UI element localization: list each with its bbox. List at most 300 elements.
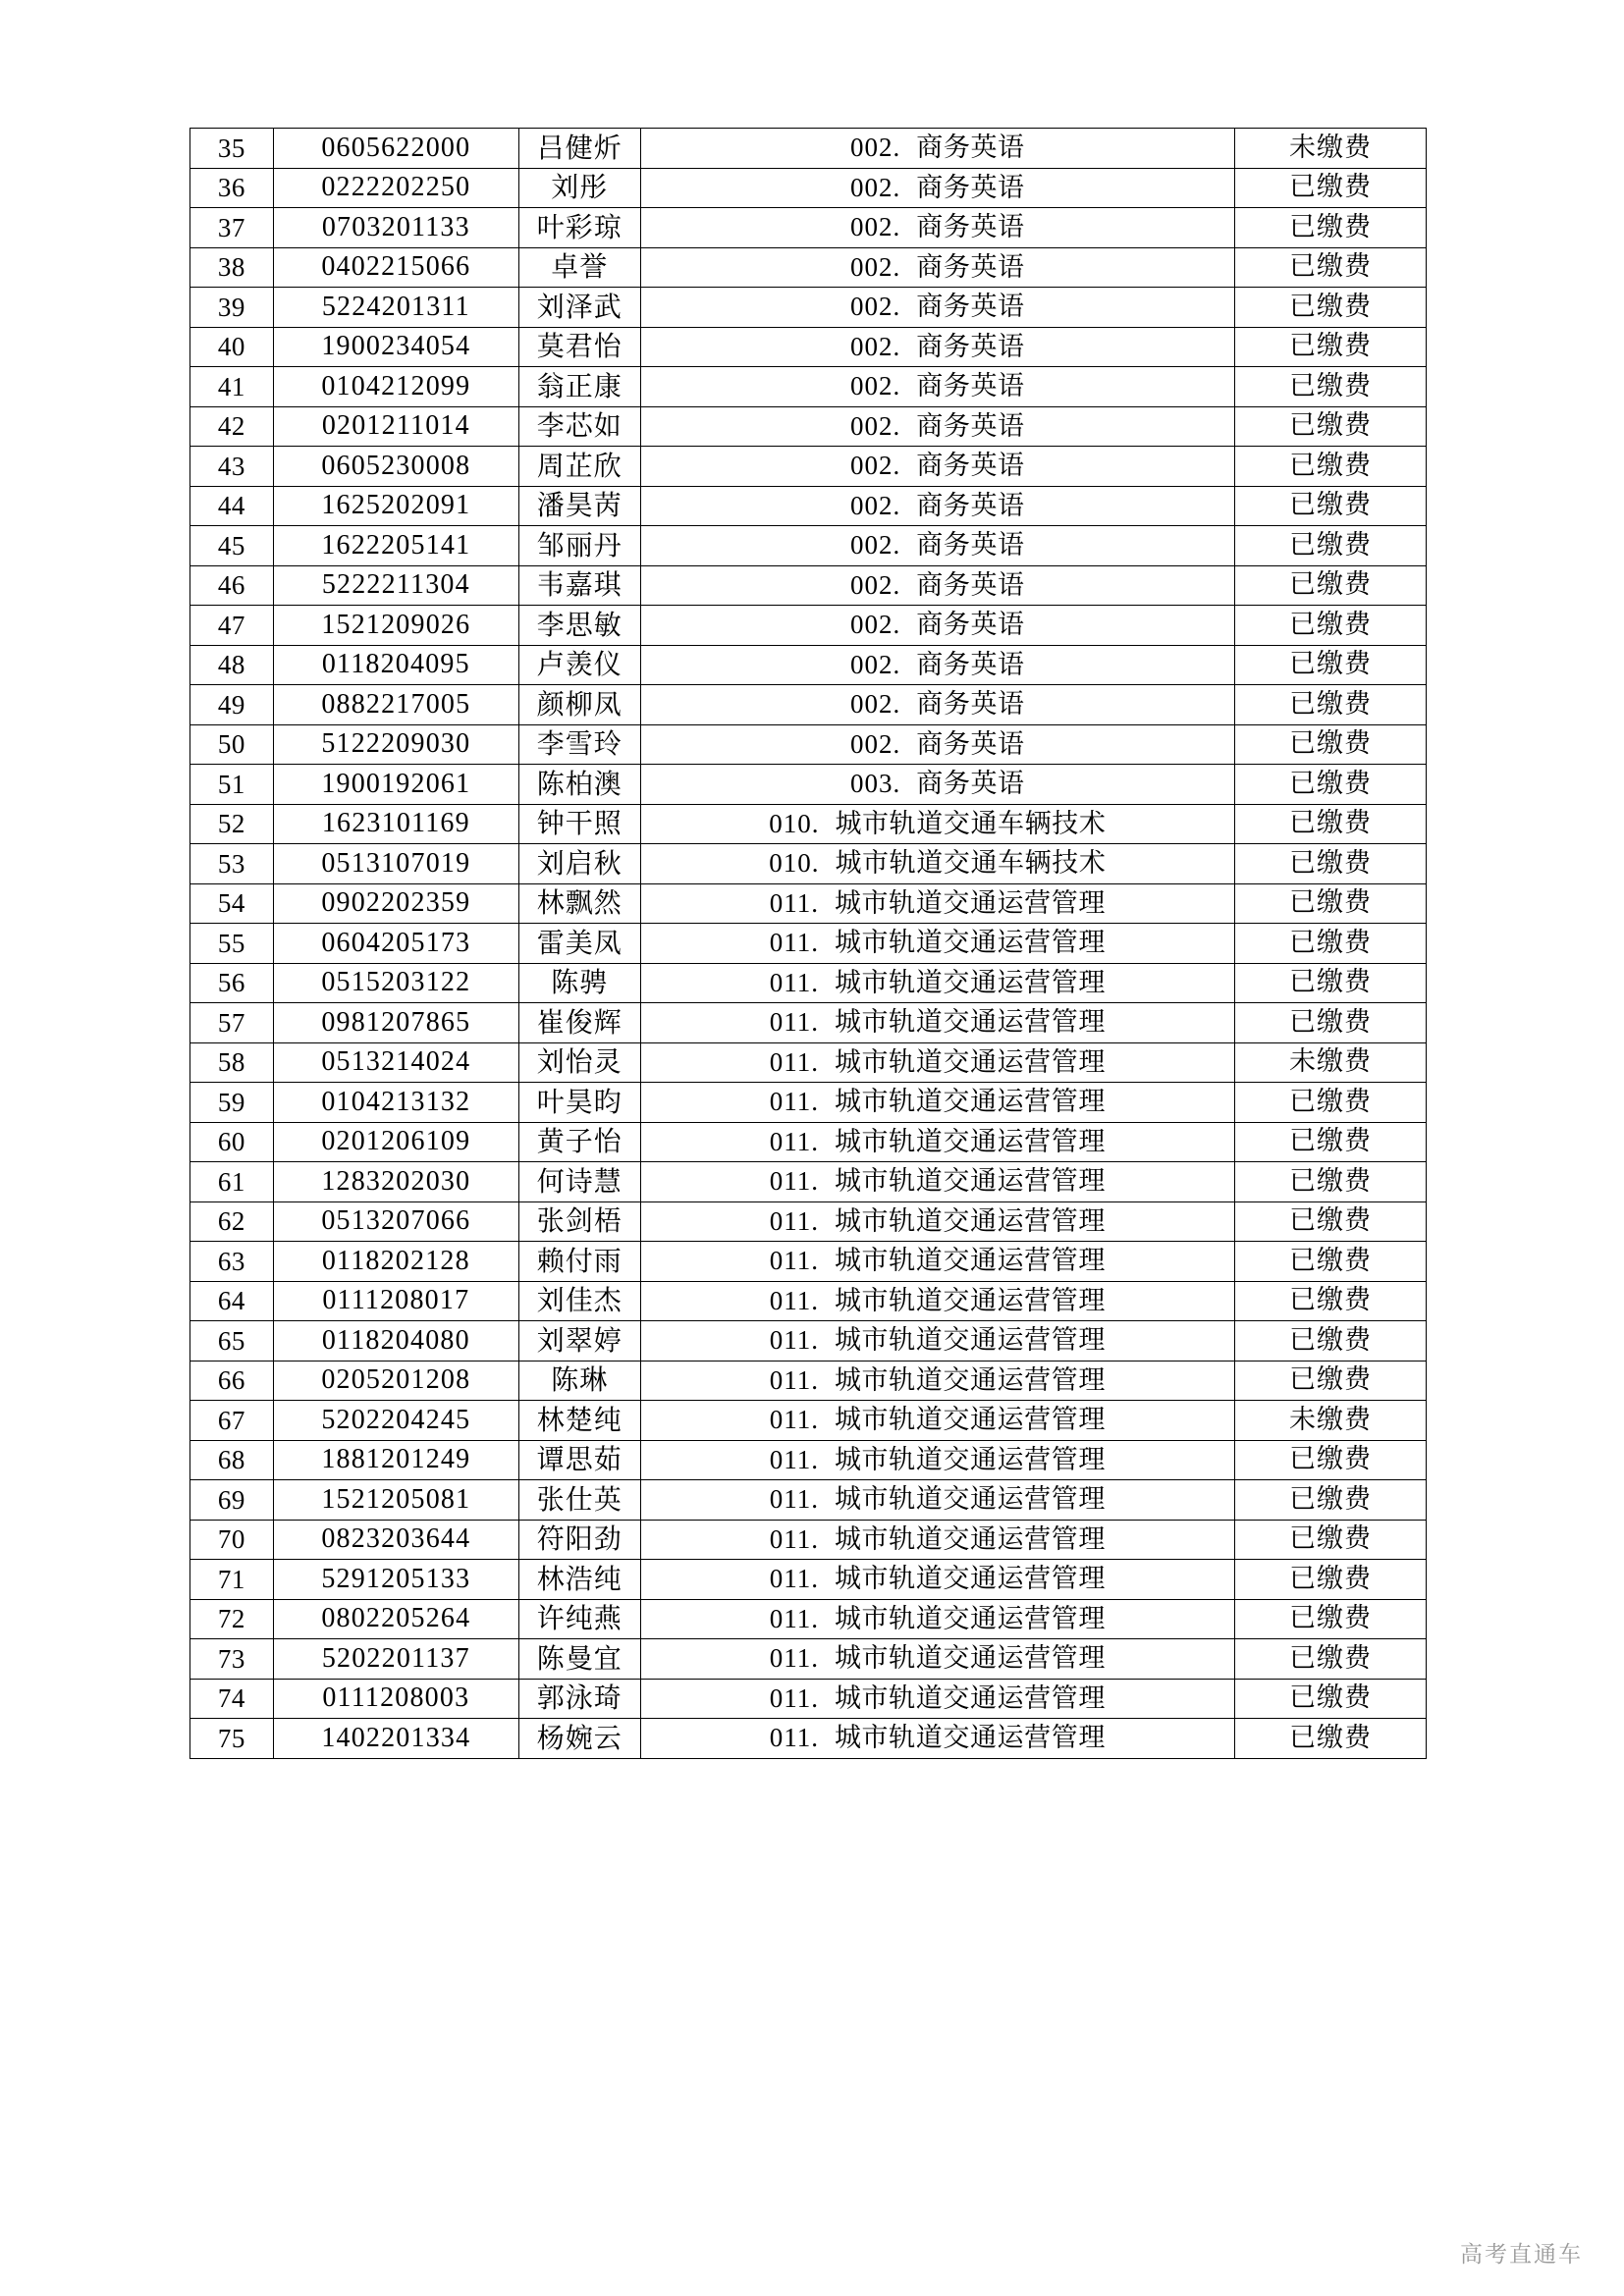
- cell-name: 李思敏: [518, 606, 640, 646]
- table-row: [190, 565, 1427, 606]
- cell-name: 钟干照: [518, 804, 640, 844]
- cell-index: 37: [190, 208, 274, 248]
- status-badge: 已缴费: [1235, 963, 1427, 1003]
- major-code: 002.: [850, 172, 901, 202]
- cell-name: 邹丽丹: [518, 526, 640, 566]
- cell-exam-id: 0402215066: [273, 247, 518, 288]
- major-code: 010.: [769, 848, 820, 878]
- table-row: [190, 844, 1427, 884]
- cell-major: [640, 447, 1234, 487]
- table-row: [190, 1560, 1427, 1600]
- major-code: 011.: [769, 1643, 819, 1673]
- cell-exam-id: 1622205141: [273, 526, 518, 566]
- major-code: 011.: [769, 1444, 819, 1474]
- cell-exam-id: 0703201133: [273, 208, 518, 248]
- table-row: [190, 924, 1427, 964]
- table-row: [190, 129, 1427, 169]
- cell-name: 刘泽武: [518, 288, 640, 328]
- major-code: 011.: [769, 1285, 819, 1315]
- status-badge: 未缴费: [1235, 129, 1427, 169]
- cell-index: 65: [190, 1321, 274, 1362]
- major-name: 城市轨道交通运营管理: [834, 1166, 1106, 1197]
- major-code: 002.: [850, 689, 901, 719]
- major-name: 商务英语: [916, 451, 1025, 481]
- status-badge: 已缴费: [1235, 1201, 1427, 1242]
- cell-index: 41: [190, 367, 274, 407]
- cell-major: [640, 247, 1234, 288]
- status-badge: 已缴费: [1235, 565, 1427, 606]
- table-row: [190, 1639, 1427, 1680]
- major-code: 002.: [850, 728, 901, 759]
- major-code: 002.: [850, 649, 901, 679]
- cell-name: 刘佳杰: [518, 1281, 640, 1321]
- cell-index: 66: [190, 1361, 274, 1401]
- major-name: 商务英语: [916, 610, 1025, 640]
- cell-major: [640, 1321, 1234, 1362]
- table-row: [190, 1003, 1427, 1043]
- status-badge: 已缴费: [1235, 1122, 1427, 1162]
- cell-major: [640, 844, 1234, 884]
- major-code: 002.: [850, 371, 901, 400]
- cell-index: 60: [190, 1122, 274, 1162]
- table-row: [190, 1201, 1427, 1242]
- cell-name: 陈柏澳: [518, 765, 640, 805]
- major-code: 002.: [850, 530, 901, 560]
- cell-exam-id: 0111208017: [273, 1281, 518, 1321]
- table-row: [190, 1599, 1427, 1639]
- cell-exam-id: 0205201208: [273, 1361, 518, 1401]
- cell-index: 68: [190, 1440, 274, 1480]
- status-badge: 已缴费: [1235, 168, 1427, 208]
- major-name: 城市轨道交通运营管理: [834, 1325, 1106, 1356]
- cell-exam-id: 0882217005: [273, 685, 518, 725]
- cell-major: [640, 685, 1234, 725]
- cell-name: 翁正康: [518, 367, 640, 407]
- table-row: [190, 1719, 1427, 1759]
- cell-exam-id: 0605230008: [273, 447, 518, 487]
- cell-major: [640, 1162, 1234, 1202]
- major-code: 011.: [769, 1364, 819, 1395]
- cell-major: [640, 1083, 1234, 1123]
- cell-exam-id: 0823203644: [273, 1520, 518, 1560]
- cell-index: 43: [190, 447, 274, 487]
- status-badge: 已缴费: [1235, 924, 1427, 964]
- cell-name: 林楚纯: [518, 1401, 640, 1441]
- cell-name: 陈骋: [518, 963, 640, 1003]
- major-name: 商务英语: [916, 490, 1025, 521]
- major-code: 003.: [850, 769, 901, 798]
- major-name: 城市轨道交通运营管理: [834, 1007, 1106, 1038]
- table-row: [190, 1242, 1427, 1282]
- major-name: 城市轨道交通运营管理: [834, 1564, 1106, 1594]
- cell-major: [640, 963, 1234, 1003]
- cell-index: 58: [190, 1042, 274, 1083]
- cell-exam-id: 0104213132: [273, 1083, 518, 1123]
- major-name: 商务英语: [916, 251, 1025, 283]
- cell-name: 雷美凤: [518, 924, 640, 964]
- status-badge: 未缴费: [1235, 1042, 1427, 1083]
- cell-exam-id: 0605622000: [273, 129, 518, 169]
- table-row: [190, 1401, 1427, 1441]
- status-badge: 已缴费: [1235, 526, 1427, 566]
- status-badge: 已缴费: [1235, 1679, 1427, 1719]
- cell-exam-id: 1900192061: [273, 765, 518, 805]
- cell-exam-id: 0118202128: [273, 1242, 518, 1282]
- cell-exam-id: 1521205081: [273, 1480, 518, 1521]
- cell-exam-id: 0902202359: [273, 883, 518, 924]
- cell-index: 70: [190, 1520, 274, 1560]
- cell-exam-id: 0981207865: [273, 1003, 518, 1043]
- cell-index: 75: [190, 1719, 274, 1759]
- cell-name: 卓誉: [518, 247, 640, 288]
- cell-exam-id: 5202201137: [273, 1639, 518, 1680]
- cell-major: [640, 1122, 1234, 1162]
- status-badge: 未缴费: [1235, 1401, 1427, 1441]
- major-code: 011.: [769, 928, 819, 957]
- status-badge: 已缴费: [1235, 1242, 1427, 1282]
- status-badge: 已缴费: [1235, 1639, 1427, 1680]
- cell-major: [640, 1679, 1234, 1719]
- cell-name: 叶昊昀: [518, 1083, 640, 1123]
- table-row: [190, 447, 1427, 487]
- table-row: [190, 1480, 1427, 1521]
- cell-exam-id: 5224201311: [273, 288, 518, 328]
- cell-major: [640, 1242, 1234, 1282]
- cell-exam-id: 5202204245: [273, 1401, 518, 1441]
- major-name: 商务英语: [916, 331, 1025, 362]
- status-badge: 已缴费: [1235, 844, 1427, 884]
- status-badge: 已缴费: [1235, 1162, 1427, 1202]
- cell-exam-id: 5122209030: [273, 724, 518, 765]
- cell-major: [640, 883, 1234, 924]
- table-row: [190, 1520, 1427, 1560]
- cell-exam-id: 0201211014: [273, 406, 518, 447]
- major-code: 002.: [850, 410, 901, 441]
- cell-index: 55: [190, 924, 274, 964]
- cell-exam-id: 0515203122: [273, 963, 518, 1003]
- table-row: [190, 247, 1427, 288]
- status-badge: 已缴费: [1235, 367, 1427, 407]
- major-name: 城市轨道交通车辆技术: [835, 808, 1107, 839]
- cell-major: [640, 526, 1234, 566]
- table-row: [190, 1361, 1427, 1401]
- cell-index: 47: [190, 606, 274, 646]
- table-row: [190, 1162, 1427, 1202]
- cell-exam-id: 0513207066: [273, 1201, 518, 1242]
- cell-name: 杨婉云: [518, 1719, 640, 1759]
- cell-index: 73: [190, 1639, 274, 1680]
- table-row: [190, 367, 1427, 407]
- cell-name: 刘启秋: [518, 844, 640, 884]
- status-badge: 已缴费: [1235, 645, 1427, 685]
- status-badge: 已缴费: [1235, 606, 1427, 646]
- cell-name: 陈曼宜: [518, 1639, 640, 1680]
- major-code: 011.: [769, 1682, 819, 1713]
- cell-exam-id: 5222211304: [273, 565, 518, 606]
- table-row: [190, 288, 1427, 328]
- major-name: 商务英语: [916, 371, 1025, 401]
- cell-major: [640, 1201, 1234, 1242]
- cell-name: 郭泳琦: [518, 1679, 640, 1719]
- cell-index: 64: [190, 1281, 274, 1321]
- status-badge: 已缴费: [1235, 1599, 1427, 1639]
- cell-index: 53: [190, 844, 274, 884]
- table-row: [190, 963, 1427, 1003]
- table-row: [190, 685, 1427, 725]
- cell-exam-id: 0118204080: [273, 1321, 518, 1362]
- status-badge: 已缴费: [1235, 406, 1427, 447]
- cell-index: 54: [190, 883, 274, 924]
- cell-exam-id: 1623101169: [273, 804, 518, 844]
- major-name: 城市轨道交通运营管理: [834, 1484, 1106, 1515]
- cell-exam-id: 1283202030: [273, 1162, 518, 1202]
- major-code: 011.: [769, 1007, 819, 1037]
- major-code: 002.: [850, 292, 901, 321]
- major-code: 002.: [850, 251, 901, 282]
- cell-major: [640, 168, 1234, 208]
- cell-index: 52: [190, 804, 274, 844]
- cell-index: 49: [190, 685, 274, 725]
- status-badge: 已缴费: [1235, 1321, 1427, 1362]
- cell-name: 陈琳: [518, 1361, 640, 1401]
- status-badge: 已缴费: [1235, 1719, 1427, 1759]
- cell-name: 何诗慧: [518, 1162, 640, 1202]
- cell-major: [640, 208, 1234, 248]
- major-name: 商务英语: [916, 530, 1025, 561]
- cell-major: [640, 1003, 1234, 1043]
- cell-major: [640, 1599, 1234, 1639]
- cell-major: [640, 486, 1234, 526]
- cell-index: 38: [190, 247, 274, 288]
- table-row: [190, 1440, 1427, 1480]
- cell-name: 卢羡仪: [518, 645, 640, 685]
- table-row: [190, 804, 1427, 844]
- cell-exam-id: 1625202091: [273, 486, 518, 526]
- status-badge: 已缴费: [1235, 1480, 1427, 1521]
- cell-name: 莫君怡: [518, 327, 640, 367]
- roster-table-body: [190, 129, 1427, 1759]
- major-name: 城市轨道交通运营管理: [834, 1205, 1106, 1237]
- cell-name: 韦嘉琪: [518, 565, 640, 606]
- cell-name: 潘昊苪: [518, 486, 640, 526]
- major-name: 城市轨道交通运营管理: [834, 1087, 1106, 1117]
- major-name: 城市轨道交通运营管理: [834, 1523, 1106, 1555]
- major-code: 011.: [769, 1405, 819, 1434]
- cell-major: [640, 406, 1234, 447]
- status-badge: 已缴费: [1235, 724, 1427, 765]
- major-name: 城市轨道交通运营管理: [834, 1643, 1106, 1674]
- status-badge: 已缴费: [1235, 765, 1427, 805]
- cell-exam-id: 0222202250: [273, 168, 518, 208]
- cell-exam-id: 1900234054: [273, 327, 518, 367]
- cell-index: 71: [190, 1560, 274, 1600]
- table-row: [190, 765, 1427, 805]
- major-name: 商务英语: [916, 410, 1025, 442]
- cell-major: [640, 1560, 1234, 1600]
- table-row: [190, 406, 1427, 447]
- major-name: 城市轨道交通运营管理: [834, 1126, 1106, 1157]
- cell-major: [640, 129, 1234, 169]
- page-watermark: 高考直通车: [1460, 2242, 1583, 2268]
- status-badge: 已缴费: [1235, 1003, 1427, 1043]
- cell-index: 40: [190, 327, 274, 367]
- major-code: 011.: [769, 1087, 819, 1116]
- major-name: 城市轨道交通运营管理: [834, 1285, 1106, 1316]
- cell-major: [640, 288, 1234, 328]
- cell-exam-id: 0118204095: [273, 645, 518, 685]
- cell-index: 51: [190, 765, 274, 805]
- status-badge: 已缴费: [1235, 1361, 1427, 1401]
- cell-name: 黄子怡: [518, 1122, 640, 1162]
- major-name: 商务英语: [916, 172, 1025, 203]
- major-code: 010.: [769, 808, 820, 838]
- major-name: 城市轨道交通运营管理: [834, 1364, 1106, 1396]
- major-code: 002.: [850, 451, 901, 480]
- cell-index: 44: [190, 486, 274, 526]
- major-name: 城市轨道交通运营管理: [834, 1603, 1106, 1634]
- major-code: 011.: [769, 1126, 819, 1156]
- major-name: 商务英语: [916, 769, 1025, 799]
- major-name: 城市轨道交通运营管理: [834, 1046, 1106, 1078]
- cell-name: 李芯如: [518, 406, 640, 447]
- cell-major: [640, 1719, 1234, 1759]
- major-name: 商务英语: [916, 292, 1025, 322]
- major-name: 商务英语: [916, 649, 1025, 680]
- status-badge: 已缴费: [1235, 1440, 1427, 1480]
- major-name: 商务英语: [916, 728, 1025, 760]
- cell-major: [640, 724, 1234, 765]
- major-code: 002.: [850, 610, 901, 639]
- cell-major: [640, 1440, 1234, 1480]
- major-code: 011.: [769, 1523, 819, 1554]
- table-row: [190, 883, 1427, 924]
- cell-name: 赖付雨: [518, 1242, 640, 1282]
- table-row: [190, 168, 1427, 208]
- major-code: 011.: [769, 1564, 819, 1593]
- cell-index: 63: [190, 1242, 274, 1282]
- cell-index: 35: [190, 129, 274, 169]
- cell-exam-id: 0802205264: [273, 1599, 518, 1639]
- cell-name: 林飘然: [518, 883, 640, 924]
- cell-index: 46: [190, 565, 274, 606]
- status-badge: 已缴费: [1235, 1281, 1427, 1321]
- roster-table-container: [189, 128, 1427, 1759]
- major-name: 商务英语: [916, 569, 1025, 601]
- table-row: [190, 1679, 1427, 1719]
- cell-major: [640, 765, 1234, 805]
- major-code: 011.: [769, 1046, 819, 1077]
- major-name: 城市轨道交通运营管理: [834, 928, 1106, 958]
- status-badge: 已缴费: [1235, 685, 1427, 725]
- cell-exam-id: 0201206109: [273, 1122, 518, 1162]
- status-badge: 已缴费: [1235, 208, 1427, 248]
- major-name: 城市轨道交通运营管理: [834, 1405, 1106, 1435]
- major-name: 城市轨道交通车辆技术: [835, 848, 1107, 879]
- status-badge: 已缴费: [1235, 288, 1427, 328]
- major-code: 011.: [769, 1246, 819, 1275]
- major-code: 011.: [769, 1205, 819, 1236]
- cell-index: 36: [190, 168, 274, 208]
- table-row: [190, 208, 1427, 248]
- status-badge: 已缴费: [1235, 486, 1427, 526]
- cell-index: 50: [190, 724, 274, 765]
- cell-index: 69: [190, 1480, 274, 1521]
- major-name: 商务英语: [916, 689, 1025, 720]
- status-badge: 已缴费: [1235, 327, 1427, 367]
- major-code: 011.: [769, 887, 819, 918]
- cell-exam-id: 1881201249: [273, 1440, 518, 1480]
- major-code: 011.: [769, 1723, 819, 1752]
- table-row: [190, 1122, 1427, 1162]
- cell-name: 颜柳凤: [518, 685, 640, 725]
- major-name: 城市轨道交通运营管理: [834, 1682, 1106, 1714]
- cell-index: 39: [190, 288, 274, 328]
- cell-major: [640, 1639, 1234, 1680]
- major-name: 商务英语: [916, 133, 1025, 163]
- major-code: 011.: [769, 1603, 819, 1633]
- major-name: 城市轨道交通运营管理: [834, 887, 1106, 919]
- major-name: 城市轨道交通运营管理: [834, 1723, 1106, 1753]
- cell-major: [640, 565, 1234, 606]
- major-code: 011.: [769, 967, 819, 997]
- cell-major: [640, 804, 1234, 844]
- table-row: [190, 724, 1427, 765]
- cell-exam-id: 0604205173: [273, 924, 518, 964]
- cell-exam-id: 0513214024: [273, 1042, 518, 1083]
- cell-name: 崔俊辉: [518, 1003, 640, 1043]
- cell-major: [640, 1042, 1234, 1083]
- cell-name: 刘彤: [518, 168, 640, 208]
- cell-major: [640, 1361, 1234, 1401]
- cell-major: [640, 606, 1234, 646]
- cell-index: 57: [190, 1003, 274, 1043]
- cell-major: [640, 1401, 1234, 1441]
- table-row: [190, 606, 1427, 646]
- cell-major: [640, 1480, 1234, 1521]
- cell-index: 74: [190, 1679, 274, 1719]
- cell-name: 刘翠婷: [518, 1321, 640, 1362]
- status-badge: 已缴费: [1235, 1083, 1427, 1123]
- cell-index: 42: [190, 406, 274, 447]
- table-row: [190, 1083, 1427, 1123]
- cell-name: 周芷欣: [518, 447, 640, 487]
- major-name: 城市轨道交通运营管理: [834, 1246, 1106, 1276]
- cell-major: [640, 1281, 1234, 1321]
- cell-index: 61: [190, 1162, 274, 1202]
- status-badge: 已缴费: [1235, 1560, 1427, 1600]
- status-badge: 已缴费: [1235, 804, 1427, 844]
- cell-index: 48: [190, 645, 274, 685]
- cell-exam-id: 0513107019: [273, 844, 518, 884]
- cell-major: [640, 645, 1234, 685]
- major-code: 002.: [850, 133, 901, 162]
- major-code: 011.: [769, 1325, 819, 1355]
- cell-exam-id: 1521209026: [273, 606, 518, 646]
- cell-name: 吕健炘: [518, 129, 640, 169]
- cell-exam-id: 1402201334: [273, 1719, 518, 1759]
- cell-name: 张仕英: [518, 1480, 640, 1521]
- major-name: 商务英语: [916, 212, 1025, 242]
- cell-major: [640, 924, 1234, 964]
- table-row: [190, 1042, 1427, 1083]
- cell-name: 许纯燕: [518, 1599, 640, 1639]
- cell-major: [640, 367, 1234, 407]
- major-code: 002.: [850, 212, 901, 241]
- cell-index: 56: [190, 963, 274, 1003]
- status-badge: 已缴费: [1235, 447, 1427, 487]
- major-code: 011.: [769, 1484, 819, 1514]
- cell-name: 林浩纯: [518, 1560, 640, 1600]
